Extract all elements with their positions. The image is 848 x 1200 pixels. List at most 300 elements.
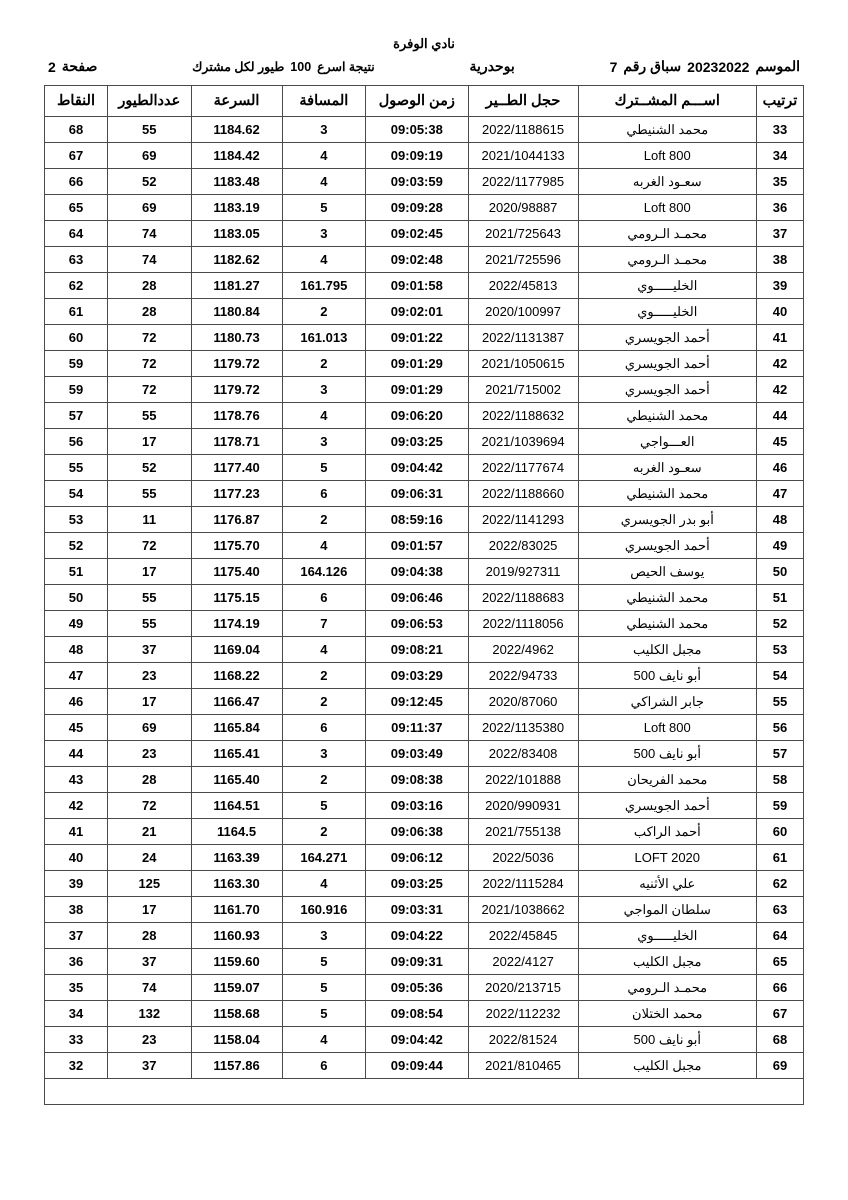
cell-distance: 3 bbox=[282, 377, 365, 403]
cell-distance: 2 bbox=[282, 663, 365, 689]
cell-arrival: 09:03:16 bbox=[366, 793, 468, 819]
cell-rank: 41 bbox=[756, 325, 803, 351]
cell-member: محمد الشنيطي bbox=[578, 611, 756, 637]
cell-points: 52 bbox=[45, 533, 108, 559]
cell-speed: 1175.15 bbox=[191, 585, 282, 611]
cell-rank: 36 bbox=[756, 195, 803, 221]
cell-ring: 2022/45813 bbox=[468, 273, 578, 299]
cell-points: 50 bbox=[45, 585, 108, 611]
table-row bbox=[45, 637, 804, 663]
cell-arrival: 09:08:21 bbox=[366, 637, 468, 663]
cell-points: 37 bbox=[45, 923, 108, 949]
cell-ring: 2022/81524 bbox=[468, 1027, 578, 1053]
cell-distance: 4 bbox=[282, 403, 365, 429]
cell-speed: 1163.39 bbox=[191, 845, 282, 871]
cell-rank: 59 bbox=[756, 793, 803, 819]
cell-arrival: 09:06:20 bbox=[366, 403, 468, 429]
cell-distance: 2 bbox=[282, 507, 365, 533]
cell-speed: 1157.86 bbox=[191, 1053, 282, 1079]
cell-rank: 57 bbox=[756, 741, 803, 767]
race-meta-row bbox=[44, 58, 804, 75]
cell-speed: 1176.87 bbox=[191, 507, 282, 533]
cell-points: 49 bbox=[45, 611, 108, 637]
cell-ring: 2022/45845 bbox=[468, 923, 578, 949]
cell-arrival: 09:06:12 bbox=[366, 845, 468, 871]
cell-ring: 2021/1038662 bbox=[468, 897, 578, 923]
result-type-label: نتيجة اسرع bbox=[317, 60, 375, 74]
table-row bbox=[45, 871, 804, 897]
cell-birds: 37 bbox=[108, 949, 191, 975]
cell-distance: 3 bbox=[282, 221, 365, 247]
table-spacer-cell bbox=[45, 1079, 804, 1105]
cell-member: محمد الشنيطي bbox=[578, 117, 756, 143]
cell-member: أحمد الجويسري bbox=[578, 325, 756, 351]
cell-birds: 74 bbox=[108, 221, 191, 247]
cell-member: أحمد الجويسري bbox=[578, 351, 756, 377]
cell-arrival: 09:01:29 bbox=[366, 351, 468, 377]
cell-birds: 52 bbox=[108, 169, 191, 195]
cell-rank: 49 bbox=[756, 533, 803, 559]
cell-ring: 2022/1188632 bbox=[468, 403, 578, 429]
cell-member: Loft 800 bbox=[578, 143, 756, 169]
cell-birds: 132 bbox=[108, 1001, 191, 1027]
cell-ring: 2022/1188660 bbox=[468, 481, 578, 507]
table-row bbox=[45, 793, 804, 819]
birds-per-member-count: 100 bbox=[290, 59, 312, 74]
cell-arrival: 09:01:29 bbox=[366, 377, 468, 403]
cell-distance: 5 bbox=[282, 195, 365, 221]
cell-speed: 1159.07 bbox=[191, 975, 282, 1001]
table-row bbox=[45, 923, 804, 949]
table-row bbox=[45, 247, 804, 273]
cell-birds: 23 bbox=[108, 663, 191, 689]
table-row bbox=[45, 221, 804, 247]
cell-points: 67 bbox=[45, 143, 108, 169]
table-row bbox=[45, 273, 804, 299]
cell-birds: 72 bbox=[108, 351, 191, 377]
cell-speed: 1183.19 bbox=[191, 195, 282, 221]
cell-speed: 1165.41 bbox=[191, 741, 282, 767]
cell-points: 33 bbox=[45, 1027, 108, 1053]
cell-arrival: 09:03:25 bbox=[366, 429, 468, 455]
cell-arrival: 09:03:49 bbox=[366, 741, 468, 767]
cell-ring: 2021/715002 bbox=[468, 377, 578, 403]
cell-points: 43 bbox=[45, 767, 108, 793]
cell-points: 63 bbox=[45, 247, 108, 273]
cell-points: 40 bbox=[45, 845, 108, 871]
cell-points: 54 bbox=[45, 481, 108, 507]
cell-rank: 46 bbox=[756, 455, 803, 481]
cell-points: 35 bbox=[45, 975, 108, 1001]
cell-member: Loft 800 bbox=[578, 715, 756, 741]
cell-distance: 4 bbox=[282, 143, 365, 169]
cell-distance: 2 bbox=[282, 819, 365, 845]
cell-distance: 4 bbox=[282, 637, 365, 663]
cell-distance: 5 bbox=[282, 975, 365, 1001]
cell-rank: 58 bbox=[756, 767, 803, 793]
results-table bbox=[44, 85, 804, 1105]
cell-ring: 2022/1177985 bbox=[468, 169, 578, 195]
results-table-body bbox=[45, 117, 804, 1105]
cell-birds: 74 bbox=[108, 247, 191, 273]
cell-distance: 2 bbox=[282, 351, 365, 377]
cell-speed: 1183.05 bbox=[191, 221, 282, 247]
cell-member: سعـود الغربه bbox=[578, 455, 756, 481]
cell-ring: 2022/1118056 bbox=[468, 611, 578, 637]
cell-member: LOFT 2020 bbox=[578, 845, 756, 871]
cell-rank: 38 bbox=[756, 247, 803, 273]
cell-ring: 2021/755138 bbox=[468, 819, 578, 845]
cell-birds: 55 bbox=[108, 611, 191, 637]
season-value: 20232022 bbox=[687, 58, 750, 75]
cell-birds: 17 bbox=[108, 429, 191, 455]
cell-ring: 2022/83408 bbox=[468, 741, 578, 767]
cell-rank: 56 bbox=[756, 715, 803, 741]
cell-member: محمد الشنيطي bbox=[578, 481, 756, 507]
cell-distance: 5 bbox=[282, 1001, 365, 1027]
cell-arrival: 08:59:16 bbox=[366, 507, 468, 533]
cell-points: 42 bbox=[45, 793, 108, 819]
column-header-rank: ترتيب bbox=[756, 86, 803, 117]
birds-per-member-label: طيور لكل مشترك bbox=[192, 60, 285, 74]
cell-rank: 68 bbox=[756, 1027, 803, 1053]
cell-rank: 40 bbox=[756, 299, 803, 325]
cell-rank: 52 bbox=[756, 611, 803, 637]
cell-distance: 161.795 bbox=[282, 273, 365, 299]
cell-arrival: 09:06:31 bbox=[366, 481, 468, 507]
table-row bbox=[45, 481, 804, 507]
cell-arrival: 09:01:57 bbox=[366, 533, 468, 559]
table-row bbox=[45, 975, 804, 1001]
cell-points: 34 bbox=[45, 1001, 108, 1027]
cell-speed: 1179.72 bbox=[191, 351, 282, 377]
cell-rank: 42 bbox=[756, 377, 803, 403]
cell-birds: 37 bbox=[108, 1053, 191, 1079]
cell-speed: 1164.51 bbox=[191, 793, 282, 819]
cell-birds: 72 bbox=[108, 377, 191, 403]
cell-member: محمد الشنيطي bbox=[578, 585, 756, 611]
cell-member: سلطان المواجي bbox=[578, 897, 756, 923]
cell-rank: 66 bbox=[756, 975, 803, 1001]
cell-rank: 69 bbox=[756, 1053, 803, 1079]
cell-arrival: 09:08:38 bbox=[366, 767, 468, 793]
table-row bbox=[45, 663, 804, 689]
cell-birds: 23 bbox=[108, 1027, 191, 1053]
cell-points: 36 bbox=[45, 949, 108, 975]
cell-ring: 2021/1050615 bbox=[468, 351, 578, 377]
club-title: نادي الوفرة bbox=[393, 36, 455, 51]
cell-points: 47 bbox=[45, 663, 108, 689]
cell-points: 61 bbox=[45, 299, 108, 325]
cell-member: جابر الشراكي bbox=[578, 689, 756, 715]
cell-member: محمد الفريحان bbox=[578, 767, 756, 793]
table-row bbox=[45, 767, 804, 793]
cell-member: محمد الشنيطي bbox=[578, 403, 756, 429]
cell-points: 51 bbox=[45, 559, 108, 585]
cell-member: سعـود الغربه bbox=[578, 169, 756, 195]
cell-points: 59 bbox=[45, 377, 108, 403]
cell-arrival: 09:06:46 bbox=[366, 585, 468, 611]
cell-ring: 2020/213715 bbox=[468, 975, 578, 1001]
race-number-value: 7 bbox=[609, 58, 618, 75]
cell-distance: 164.271 bbox=[282, 845, 365, 871]
cell-rank: 47 bbox=[756, 481, 803, 507]
cell-distance: 5 bbox=[282, 793, 365, 819]
cell-rank: 51 bbox=[756, 585, 803, 611]
table-row bbox=[45, 351, 804, 377]
table-row bbox=[45, 845, 804, 871]
cell-distance: 2 bbox=[282, 767, 365, 793]
cell-arrival: 09:09:19 bbox=[366, 143, 468, 169]
cell-points: 38 bbox=[45, 897, 108, 923]
season-label: الموسم bbox=[755, 58, 800, 74]
cell-arrival: 09:09:28 bbox=[366, 195, 468, 221]
cell-birds: 55 bbox=[108, 117, 191, 143]
cell-ring: 2022/1188615 bbox=[468, 117, 578, 143]
cell-speed: 1181.27 bbox=[191, 273, 282, 299]
cell-arrival: 09:11:37 bbox=[366, 715, 468, 741]
cell-speed: 1158.68 bbox=[191, 1001, 282, 1027]
cell-ring: 2020/100997 bbox=[468, 299, 578, 325]
cell-points: 46 bbox=[45, 689, 108, 715]
cell-member: أحمد الجويسري bbox=[578, 793, 756, 819]
cell-speed: 1163.30 bbox=[191, 871, 282, 897]
cell-birds: 17 bbox=[108, 689, 191, 715]
cell-speed: 1178.76 bbox=[191, 403, 282, 429]
cell-points: 65 bbox=[45, 195, 108, 221]
race-number-label: سباق رقم bbox=[623, 58, 682, 74]
cell-birds: 55 bbox=[108, 481, 191, 507]
cell-speed: 1180.73 bbox=[191, 325, 282, 351]
cell-speed: 1161.70 bbox=[191, 897, 282, 923]
table-row bbox=[45, 715, 804, 741]
cell-member: الخليـــــوي bbox=[578, 923, 756, 949]
cell-member: Loft 800 bbox=[578, 195, 756, 221]
cell-speed: 1177.40 bbox=[191, 455, 282, 481]
cell-speed: 1165.40 bbox=[191, 767, 282, 793]
cell-birds: 28 bbox=[108, 299, 191, 325]
cell-arrival: 09:03:29 bbox=[366, 663, 468, 689]
table-row bbox=[45, 741, 804, 767]
cell-member: أبو نايف 500 bbox=[578, 663, 756, 689]
cell-birds: 52 bbox=[108, 455, 191, 481]
cell-arrival: 09:06:53 bbox=[366, 611, 468, 637]
cell-arrival: 09:01:22 bbox=[366, 325, 468, 351]
cell-birds: 72 bbox=[108, 325, 191, 351]
cell-arrival: 09:03:31 bbox=[366, 897, 468, 923]
table-row bbox=[45, 429, 804, 455]
cell-points: 59 bbox=[45, 351, 108, 377]
cell-arrival: 09:05:36 bbox=[366, 975, 468, 1001]
cell-rank: 60 bbox=[756, 819, 803, 845]
cell-arrival: 09:09:44 bbox=[366, 1053, 468, 1079]
cell-member: مجبل الكليب bbox=[578, 1053, 756, 1079]
page-value: 2 bbox=[48, 58, 56, 75]
cell-points: 62 bbox=[45, 273, 108, 299]
column-header-birds: عددالطيور bbox=[108, 86, 191, 117]
column-header-speed: السرعة bbox=[191, 86, 282, 117]
cell-speed: 1184.42 bbox=[191, 143, 282, 169]
cell-rank: 63 bbox=[756, 897, 803, 923]
cell-member: محمـد الـرومي bbox=[578, 247, 756, 273]
cell-ring: 2020/98887 bbox=[468, 195, 578, 221]
cell-distance: 164.126 bbox=[282, 559, 365, 585]
cell-member: أبو نايف 500 bbox=[578, 1027, 756, 1053]
cell-distance: 3 bbox=[282, 923, 365, 949]
cell-speed: 1166.47 bbox=[191, 689, 282, 715]
table-spacer-row bbox=[45, 1079, 804, 1105]
column-header-member: اســـم المشــترك bbox=[578, 86, 756, 117]
cell-points: 45 bbox=[45, 715, 108, 741]
cell-points: 64 bbox=[45, 221, 108, 247]
cell-rank: 34 bbox=[756, 143, 803, 169]
cell-rank: 44 bbox=[756, 403, 803, 429]
cell-arrival: 09:04:42 bbox=[366, 455, 468, 481]
cell-points: 55 bbox=[45, 455, 108, 481]
table-row bbox=[45, 507, 804, 533]
cell-rank: 33 bbox=[756, 117, 803, 143]
cell-member: محمد الختلان bbox=[578, 1001, 756, 1027]
table-row bbox=[45, 143, 804, 169]
cell-birds: 69 bbox=[108, 195, 191, 221]
cell-ring: 2021/810465 bbox=[468, 1053, 578, 1079]
cell-distance: 6 bbox=[282, 1053, 365, 1079]
cell-birds: 55 bbox=[108, 403, 191, 429]
cell-speed: 1168.22 bbox=[191, 663, 282, 689]
cell-speed: 1175.70 bbox=[191, 533, 282, 559]
cell-points: 57 bbox=[45, 403, 108, 429]
season-meta bbox=[610, 58, 800, 75]
cell-rank: 55 bbox=[756, 689, 803, 715]
column-header-arrival: زمن الوصول bbox=[366, 86, 468, 117]
cell-distance: 5 bbox=[282, 949, 365, 975]
cell-arrival: 09:06:38 bbox=[366, 819, 468, 845]
cell-points: 56 bbox=[45, 429, 108, 455]
cell-rank: 64 bbox=[756, 923, 803, 949]
cell-distance: 161.013 bbox=[282, 325, 365, 351]
table-row bbox=[45, 195, 804, 221]
column-header-points: النقاط bbox=[45, 86, 108, 117]
cell-ring: 2022/4962 bbox=[468, 637, 578, 663]
cell-ring: 2021/725596 bbox=[468, 247, 578, 273]
cell-rank: 61 bbox=[756, 845, 803, 871]
cell-member: يوسف الحيص bbox=[578, 559, 756, 585]
cell-ring: 2022/1177674 bbox=[468, 455, 578, 481]
table-row bbox=[45, 325, 804, 351]
cell-speed: 1184.62 bbox=[191, 117, 282, 143]
cell-member: محمـد الـرومي bbox=[578, 221, 756, 247]
cell-points: 48 bbox=[45, 637, 108, 663]
cell-ring: 2020/87060 bbox=[468, 689, 578, 715]
cell-speed: 1160.93 bbox=[191, 923, 282, 949]
cell-birds: 11 bbox=[108, 507, 191, 533]
cell-birds: 72 bbox=[108, 533, 191, 559]
table-row bbox=[45, 117, 804, 143]
cell-arrival: 09:03:59 bbox=[366, 169, 468, 195]
cell-speed: 1158.04 bbox=[191, 1027, 282, 1053]
cell-ring: 2022/1135380 bbox=[468, 715, 578, 741]
cell-distance: 4 bbox=[282, 247, 365, 273]
cell-distance: 4 bbox=[282, 169, 365, 195]
table-row bbox=[45, 169, 804, 195]
cell-speed: 1159.60 bbox=[191, 949, 282, 975]
cell-distance: 4 bbox=[282, 533, 365, 559]
cell-distance: 2 bbox=[282, 299, 365, 325]
cell-speed: 1169.04 bbox=[191, 637, 282, 663]
cell-speed: 1178.71 bbox=[191, 429, 282, 455]
cell-ring: 2022/1141293 bbox=[468, 507, 578, 533]
cell-arrival: 09:02:45 bbox=[366, 221, 468, 247]
cell-birds: 24 bbox=[108, 845, 191, 871]
cell-member: علي الأثنيه bbox=[578, 871, 756, 897]
cell-ring: 2022/112232 bbox=[468, 1001, 578, 1027]
cell-speed: 1177.23 bbox=[191, 481, 282, 507]
cell-distance: 2 bbox=[282, 689, 365, 715]
cell-speed: 1179.72 bbox=[191, 377, 282, 403]
table-row bbox=[45, 949, 804, 975]
cell-arrival: 09:09:31 bbox=[366, 949, 468, 975]
cell-member: مجبل الكليب bbox=[578, 637, 756, 663]
cell-arrival: 09:12:45 bbox=[366, 689, 468, 715]
cell-distance: 7 bbox=[282, 611, 365, 637]
cell-ring: 2021/725643 bbox=[468, 221, 578, 247]
cell-birds: 72 bbox=[108, 793, 191, 819]
cell-arrival: 09:02:48 bbox=[366, 247, 468, 273]
cell-birds: 125 bbox=[108, 871, 191, 897]
cell-arrival: 09:08:54 bbox=[366, 1001, 468, 1027]
cell-member: الخليـــــوي bbox=[578, 273, 756, 299]
cell-birds: 55 bbox=[108, 585, 191, 611]
cell-member: محمـد الـرومي bbox=[578, 975, 756, 1001]
cell-arrival: 09:04:38 bbox=[366, 559, 468, 585]
cell-points: 68 bbox=[45, 117, 108, 143]
cell-rank: 45 bbox=[756, 429, 803, 455]
cell-ring: 2021/1044133 bbox=[468, 143, 578, 169]
cell-member: الخليـــــوي bbox=[578, 299, 756, 325]
cell-rank: 67 bbox=[756, 1001, 803, 1027]
cell-birds: 17 bbox=[108, 897, 191, 923]
cell-speed: 1174.19 bbox=[191, 611, 282, 637]
cell-member: أبو بدر الجويسري bbox=[578, 507, 756, 533]
page-label: صفحة bbox=[61, 58, 98, 74]
cell-member: أحمد الراكب bbox=[578, 819, 756, 845]
table-row bbox=[45, 455, 804, 481]
table-row bbox=[45, 1027, 804, 1053]
cell-ring: 2022/1188683 bbox=[468, 585, 578, 611]
cell-speed: 1165.84 bbox=[191, 715, 282, 741]
cell-distance: 5 bbox=[282, 455, 365, 481]
cell-rank: 53 bbox=[756, 637, 803, 663]
cell-rank: 50 bbox=[756, 559, 803, 585]
cell-points: 39 bbox=[45, 871, 108, 897]
cell-birds: 28 bbox=[108, 273, 191, 299]
cell-distance: 4 bbox=[282, 1027, 365, 1053]
table-row bbox=[45, 377, 804, 403]
cell-distance: 160.916 bbox=[282, 897, 365, 923]
column-header-distance: المسافة bbox=[282, 86, 365, 117]
cell-ring: 2022/83025 bbox=[468, 533, 578, 559]
cell-member: مجبل الكليب bbox=[578, 949, 756, 975]
cell-member: أبو نايف 500 bbox=[578, 741, 756, 767]
cell-arrival: 09:01:58 bbox=[366, 273, 468, 299]
cell-arrival: 09:02:01 bbox=[366, 299, 468, 325]
cell-arrival: 09:05:38 bbox=[366, 117, 468, 143]
table-header-row bbox=[45, 86, 804, 117]
table-row bbox=[45, 403, 804, 429]
cell-distance: 3 bbox=[282, 429, 365, 455]
cell-rank: 48 bbox=[756, 507, 803, 533]
cell-rank: 42 bbox=[756, 351, 803, 377]
